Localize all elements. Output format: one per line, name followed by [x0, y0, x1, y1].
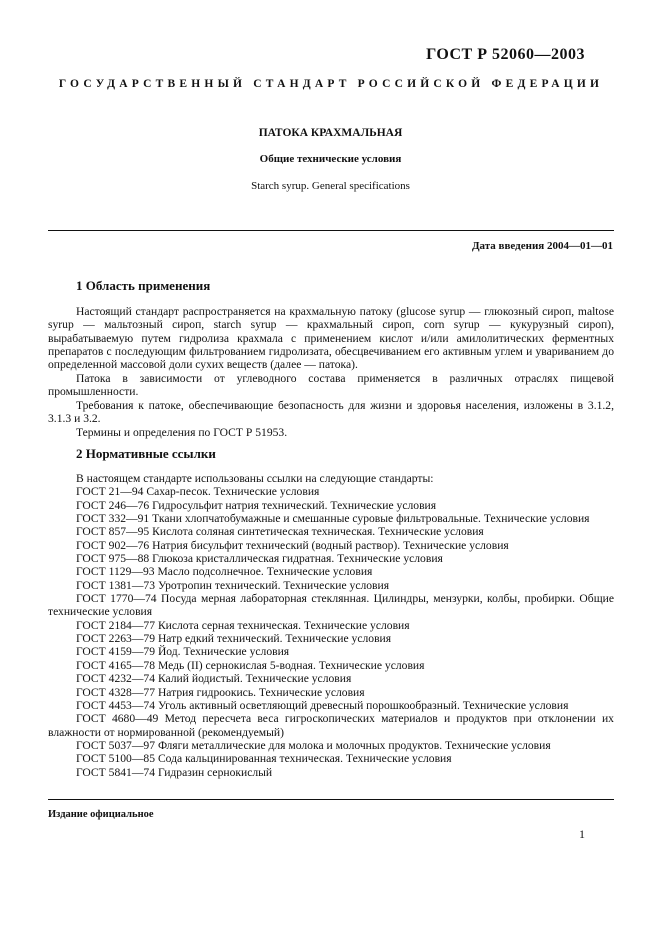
- reference-item: [48, 565, 614, 578]
- reference-item: [48, 659, 614, 672]
- reference-title: Метод пересчета веса гигроскопических материалов и продуктов при отклонении их влажности от нормированной (рекомендуемый): [48, 712, 614, 739]
- reference-title: Гидросульфит натрия технический. Технические условия: [152, 498, 437, 512]
- section-1-paragraph: Настоящий стандарт распространяется на крахмальную патоку (glucose syrup — глюкозный сироп, maltose syrup — мальтозный сироп, starch syrup — крахмальный сироп, corn syrup — кукурузный сироп), вырабатываемую путем гидролиза крахмала с применением кислот и/или амилолитических ферментных препаратов с последующим фильтрованием гидролизата, обесцвечиванием его активным углем и увариванием до определенной массовой доли сухих веществ (далее — патока).: [48, 305, 614, 372]
- reference-code: ГОСТ 4680—49: [76, 712, 159, 726]
- reference-item: [48, 645, 614, 658]
- state-standard-heading: ГОСУДАРСТВЕННЫЙ СТАНДАРТ РОССИЙСКОЙ ФЕДЕРАЦИИ: [58, 78, 604, 90]
- reference-code: ГОСТ 332—91: [76, 512, 150, 526]
- reference-code: ГОСТ 975—88: [76, 552, 150, 566]
- reference-title: Медь (II) сернокислая 5-водная. Технические условия: [157, 658, 425, 672]
- reference-title: Натр едкий технический. Технические условия: [157, 632, 392, 646]
- reference-item: [48, 579, 614, 592]
- reference-code: ГОСТ 4328—77: [76, 685, 156, 699]
- reference-item: [48, 512, 614, 525]
- reference-item: [48, 485, 614, 498]
- header-divider: [48, 230, 614, 231]
- reference-code: ГОСТ 1129—93: [76, 565, 155, 579]
- reference-title: Посуда мерная лабораторная стеклянная. Цилиндры, мензурки, колбы, пробирки. Общие технические условия: [48, 592, 614, 619]
- document-subtitle: Общие технические условия: [259, 153, 402, 165]
- reference-code: ГОСТ 4232—74: [76, 672, 156, 686]
- reference-code: ГОСТ 902—76: [76, 538, 150, 552]
- section-1-paragraph: Требования к патоке, обеспечивающие безопасность для жизни и здоровья населения, изложены в 3.1.2, 3.1.3 и 3.2.: [48, 399, 614, 426]
- reference-title: Сахар-песок. Технические условия: [146, 485, 320, 499]
- reference-item: [48, 699, 614, 712]
- reference-item: [48, 712, 614, 739]
- section-1-paragraph: Термины и определения по ГОСТ Р 51953.: [76, 426, 288, 439]
- reference-code: ГОСТ 5100—85: [76, 752, 156, 766]
- reference-title: Масло подсолнечное. Технические условия: [157, 565, 373, 579]
- reference-title: Фляги металлические для молока и молочных продуктов. Технические условия: [157, 738, 551, 752]
- reference-title: Уротропин технический. Технические условия: [157, 578, 390, 592]
- reference-title: Натрия бисульфит технический (водный раствор). Технические условия: [152, 538, 509, 552]
- references-list: [48, 472, 614, 779]
- reference-code: ГОСТ 4165—78: [76, 658, 156, 672]
- reference-code: ГОСТ 2263—79: [76, 632, 156, 646]
- reference-item: [48, 552, 614, 565]
- reference-title: Ткани хлопчатобумажные и смешанные суровые фильтровальные. Технические условия: [152, 512, 590, 526]
- reference-title: Глюкоза кристаллическая гидратная. Технические условия: [152, 552, 443, 566]
- introduction-date: Дата введения 2004—01—01: [471, 240, 613, 252]
- reference-title: Калий йодистый. Технические условия: [157, 672, 352, 686]
- references-intro: В настоящем стандарте использованы ссылки на следующие стандарты:: [76, 472, 434, 485]
- reference-title: Уголь активный осветляющий древесный порошкообразный. Технические условия: [157, 698, 569, 712]
- reference-code: ГОСТ 5037—97: [76, 738, 156, 752]
- reference-item: [48, 539, 614, 552]
- reference-item: [48, 766, 614, 779]
- reference-item: [48, 739, 614, 752]
- reference-code: ГОСТ 4453—74: [76, 698, 156, 712]
- section-2-heading: 2 Нормативные ссылки: [76, 446, 216, 461]
- document-title: ПАТОКА КРАХМАЛЬНАЯ: [258, 127, 403, 139]
- reference-item: [48, 525, 614, 538]
- reference-code: ГОСТ 21—94: [76, 485, 144, 499]
- reference-title: Натрия гидроокись. Технические условия: [157, 685, 365, 699]
- reference-title: Йод. Технические условия: [157, 645, 290, 659]
- reference-title: Кислота серная техническая. Технические условия: [157, 618, 410, 632]
- footer-divider: [48, 799, 614, 800]
- page-number: 1: [579, 827, 585, 841]
- official-edition-label: Издание официальное: [48, 809, 154, 820]
- reference-item: [48, 686, 614, 699]
- reference-code: ГОСТ 1770—74: [76, 592, 157, 606]
- reference-code: ГОСТ 1381—73: [76, 578, 156, 592]
- reference-title: Сода кальцинированная техническая. Технические условия: [157, 752, 452, 766]
- reference-item: [48, 672, 614, 685]
- reference-item: [48, 752, 614, 765]
- section-1-paragraph: Патока в зависимости от углеводного состава применяется в различных отраслях пищевой промышленности.: [48, 372, 614, 399]
- document-title-english: Starch syrup. General specifications: [251, 180, 410, 192]
- reference-code: ГОСТ 246—76: [76, 498, 150, 512]
- reference-code: ГОСТ 857—95: [76, 525, 150, 539]
- reference-code: ГОСТ 5841—74: [76, 765, 156, 779]
- reference-title: Гидразин сернокислый: [157, 765, 273, 779]
- reference-code: ГОСТ 4159—79: [76, 645, 156, 659]
- reference-title: Кислота соляная синтетическая техническая. Технические условия: [152, 525, 484, 539]
- reference-item: [48, 632, 614, 645]
- document-code: ГОСТ Р 52060—2003: [426, 46, 585, 63]
- reference-item: [48, 619, 614, 632]
- reference-item: [48, 592, 614, 619]
- reference-item: [48, 499, 614, 512]
- reference-code: ГОСТ 2184—77: [76, 618, 156, 632]
- section-1-heading: 1 Область применения: [76, 278, 211, 293]
